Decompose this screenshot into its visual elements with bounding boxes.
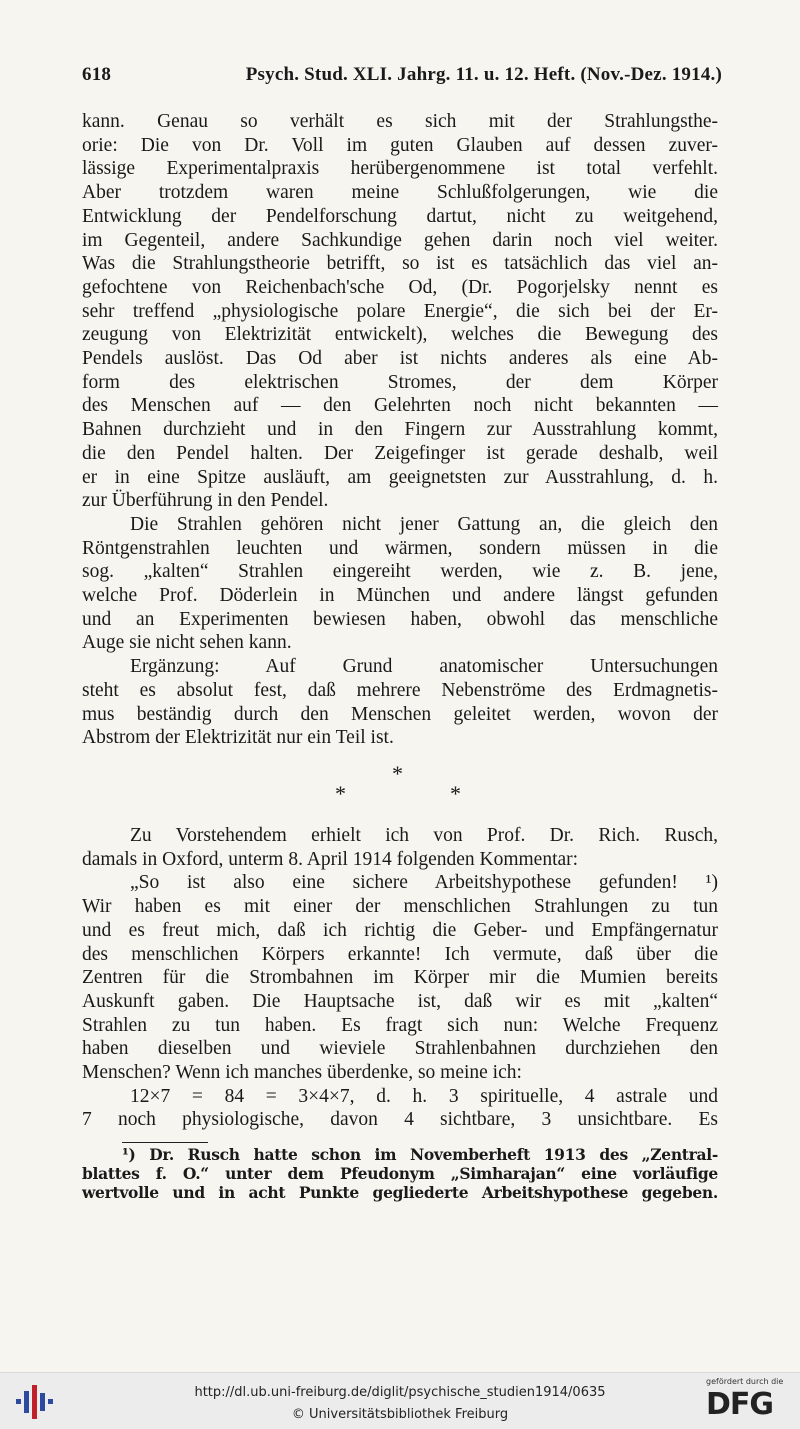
text-line: Zu Vorstehendem erhielt ich von Prof. Dr. Rich. Rusch, <box>130 824 718 846</box>
text-line: mus beständig durch den Menschen geleitet werden, wovon der <box>82 703 718 725</box>
footnote-line: wertvolle und in acht Punkte gegliederte Arbeitshypothese gegeben. <box>82 1183 718 1203</box>
text-line: lässige Experimentalpraxis herübergenommene ist total verfehlt. <box>82 158 718 180</box>
text-line: gefochtene von Reichenbach'sche Od, (Dr. Pogorjelsky nennt es <box>82 276 718 298</box>
running-header <box>82 64 722 86</box>
paragraph-3 <box>82 655 718 750</box>
text-line: orie: Die von Dr. Voll im guten Glauben auf dessen zuver- <box>82 134 718 156</box>
footnote <box>82 1145 718 1202</box>
text-line: zur Überführung in den Pendel. <box>82 490 329 512</box>
text-line: form des elektrischen Stromes, der dem Körper <box>82 371 718 393</box>
text-line: Aber trotzdem waren meine Schlußfolgerungen, wie die <box>82 182 718 204</box>
text-line: Was die Strahlungstheorie betrifft, so ist es tatsächlich das viel an- <box>82 253 718 275</box>
main-text <box>82 110 718 1202</box>
text-line: er in eine Spitze ausläuft, am geeignetsten zur Ausstrahlung, d. h. <box>82 466 718 488</box>
paragraph-5 <box>82 871 718 1084</box>
text-line: Menschen? Wenn ich manches überdenke, so meine ich: <box>82 1062 522 1084</box>
paragraph-2 <box>82 513 718 655</box>
text-line: Zentren für die Strombahnen im Körper mir die Mumien bereits <box>82 967 718 989</box>
text-line: des Menschen auf — den Gelehrten noch nicht bekannten — <box>82 395 718 417</box>
text-line: steht es absolut fest, daß mehrere Nebenströme des Erdmagnetis- <box>82 679 718 701</box>
footnote-line: ¹) Dr. Rusch hatte schon im Novemberheft 1913 des „Zentral- <box>122 1145 718 1165</box>
paragraph-4 <box>82 824 718 871</box>
paragraph-6 <box>82 1085 718 1132</box>
text-line: Auge sie nicht sehen kann. <box>82 632 292 654</box>
dfg-funding-note: gefördert durch die <box>706 1377 784 1386</box>
dfg-logo: DFG <box>706 1387 774 1422</box>
text-line: Ergänzung: Auf Grund anatomischer Untersuchungen <box>130 656 718 678</box>
text-line: und es freut mich, daß ich richtig die Geber- und Empfängernatur <box>82 919 718 941</box>
text-line: haben dieselben und wieviele Strahlenbahnen durchziehen den <box>82 1038 718 1060</box>
text-line: und an Experimenten bewiesen haben, obwohl das menschliche <box>82 608 718 630</box>
footnote-line: blattes f. O.“ unter dem Pfeudonym „Simharajan“ eine vorläufige <box>82 1164 718 1184</box>
star-mark: * <box>450 780 461 806</box>
star-mark: * <box>392 760 403 786</box>
page-number: 618 <box>82 64 112 85</box>
star-mark: * <box>335 780 346 806</box>
text-line: sog. „kalten“ Strahlen eingereiht werden, wie z. B. jene, <box>82 561 718 583</box>
text-line: 7 noch physiologische, davon 4 sichtbare, 3 unsichtbare. Es <box>82 1109 718 1131</box>
text-line: Die Strahlen gehören nicht jener Gattung an, die gleich den <box>130 513 718 535</box>
text-line: Röntgenstrahlen leuchten und wärmen, sondern müssen in die <box>82 537 718 559</box>
text-line: damals in Oxford, unterm 8. April 1914 folgenden Kommentar: <box>82 848 579 870</box>
viewer-footer <box>0 1372 800 1429</box>
text-line: 12×7 = 84 = 3×4×7, d. h. 3 spirituelle, 4 astrale und <box>130 1085 718 1107</box>
text-line: sehr treffend „physiologische polare Energie“, die sich bei der Er- <box>82 300 718 322</box>
text-line: Auskunft gaben. Die Hauptsache ist, daß wir es mit „kalten“ <box>82 990 718 1012</box>
text-line: Entwicklung der Pendelforschung dartut, nicht zu weitgehend, <box>82 205 718 227</box>
text-line: kann. Genau so verhält es sich mit der Strahlungsthe- <box>82 111 718 132</box>
text-line: „So ist also eine sichere Arbeitshypothese gefunden! ¹) <box>130 872 718 894</box>
text-line: Bahnen durchzieht und in den Fingern zur Ausstrahlung kommt, <box>82 419 718 441</box>
text-line: Abstrom der Elektrizität nur ein Teil ist. <box>82 727 394 749</box>
text-line: Wir haben es mit einer der menschlichen Strahlungen zu tun <box>82 896 718 918</box>
paragraph-1 <box>82 110 718 513</box>
footnote-rule <box>122 1142 208 1143</box>
copyright-notice: © Universitätsbibliothek Freiburg <box>291 1407 509 1422</box>
text-line: welche Prof. Döderlein in München und andere längst gefunden <box>82 585 718 607</box>
text-line: des menschlichen Körpers erkannte! Ich vermute, daß über die <box>82 943 718 965</box>
running-title: Psych. Stud. XLI. Jahrg. 11. u. 12. Heft. (Nov.-Dez. 1914.) <box>245 64 722 85</box>
permalink-url[interactable]: http://dl.ub.uni-freiburg.de/diglit/psychische_studien1914/0635 <box>194 1385 606 1400</box>
text-line: Strahlen zu tun haben. Es fragt sich nun: Welche Frequenz <box>82 1014 718 1036</box>
text-line: im Gegenteil, andere Sachkundige gehen darin noch viel weiter. <box>82 229 718 251</box>
text-line: die den Pendel halten. Der Zeigefinger ist gerade deshalb, weil <box>82 442 718 464</box>
text-line: Pendels auslöst. Das Od aber ist nichts anderes als eine Ab- <box>82 348 718 370</box>
text-line: zeugung von Elektrizität entwickelt), welches die Bewegung des <box>82 324 718 346</box>
section-break-stars <box>82 758 718 812</box>
